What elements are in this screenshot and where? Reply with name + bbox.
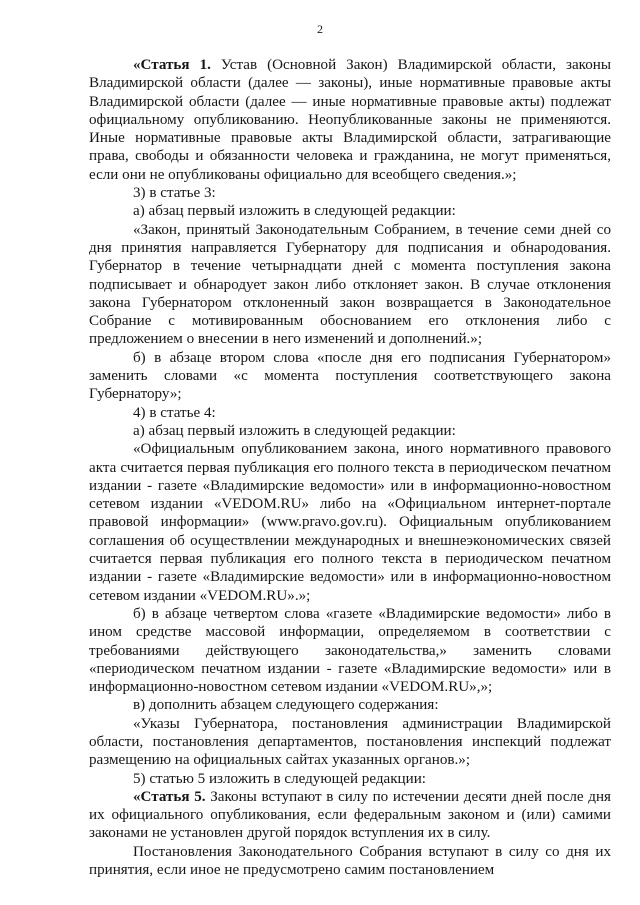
paragraph-quote-publication: «Официальным опубликованием закона, иного нормативного правового акта считается первая публикация его полного текста в периодическом печатном издании - газете «Владимирские ведомости» или в информационно-новостном сетевом издании «VEDOM.RU» либо на «Официальном интернет-портале правовой информации» (www.pravo.gov.ru). Официальным опубликованием соглашения об осуществлении международных и внешнеэкономических связей считается первая публикация его полного текста в периодическом печатном издании - газете «Владимирские ведомости» или в информационно-новостном сетевом издании «VEDOM.RU».»; [89, 441, 611, 604]
paragraph-item-3: 3) в статье 3: [133, 185, 216, 202]
paragraph-quote-decrees: «Указы Губернатора, постановления администрации Владимирской области, постановления департаментов, постановления инспекций подлежат размещению на официальных сайтах указанных органов.»; [89, 715, 611, 769]
paragraph-quote-law: «Закон, принятый Законодательным Собранием, в течение семи дней со дня принятия направляется Губернатору для подписания и обнародования. Губернатор в течение четырнадцати дней с момента поступления закона подписывает и обнародует закон либо отклоняет закон. В случае отклонения закона Губернатором отклоненный закон возвращается в Законодательное Собрание с мотивированным обоснованием его отклонения либо с предложением о внесении в него изменений и дополнений.»; [89, 221, 611, 348]
paragraph-text: Законы вступают в силу по истечении десяти дней после дня их официального опубликования, если федеральным законом и (или) самими законами не установлен другой порядок вступления их в силу. [89, 788, 611, 842]
paragraph-text: Устав (Основной Закон) Владимирской области, законы Владимирской области (далее — законы), иные нормативные правовые акты Владимирской области (далее — иные нормативные правовые акты) подлежат официальному опубликованию. Неопубликованные законы не применяются. Иные нормативные правовые акты Владимирской области, затрагивающие права, свободы и обязанности человека и гражданина, не могут применяться, если они не опубликованы официально для всеобщего сведения.»; [89, 57, 611, 183]
paragraph-subitem-4b: б) в абзаце четвертом слова «газете «Владимирские ведомости» либо в ином средстве массовой информации, определяемом в соответствии с требованиями действующего законодательства,» заменить словами «периодическом печатном издании - газете «Владимирские ведомости» или в информационно-новостном сетевом издании «VEDOM.RU»,»; [89, 605, 611, 696]
paragraph-article-1 [89, 56, 611, 184]
article-heading: «Статья 5. [133, 788, 206, 805]
paragraph-item-5: 5) статью 5 изложить в следующей редакции: [133, 770, 426, 787]
paragraph-item-4: 4) в статье 4: [133, 404, 216, 421]
paragraph-subitem-3a: а) абзац первый изложить в следующей редакции: [133, 203, 456, 220]
paragraph-subitem-4v: в) дополнить абзацем следующего содержания: [133, 697, 439, 714]
paragraph-article-5 [89, 788, 611, 843]
article-heading: «Статья 1. [133, 57, 211, 73]
paragraph-resolutions: Постановления Законодательного Собрания вступают в силу со дня их принятия, если иное не предусмотрено самим постановлением [89, 843, 611, 879]
paragraph-subitem-4a: а) абзац первый изложить в следующей редакции: [133, 422, 456, 439]
page-number: 2 [317, 22, 323, 36]
document-body [89, 56, 611, 879]
paragraph-subitem-3b: б) в абзаце втором слова «после дня его подписания Губернатором» заменить словами «с момента поступления соответствующего закона Губернатору»; [89, 349, 611, 403]
